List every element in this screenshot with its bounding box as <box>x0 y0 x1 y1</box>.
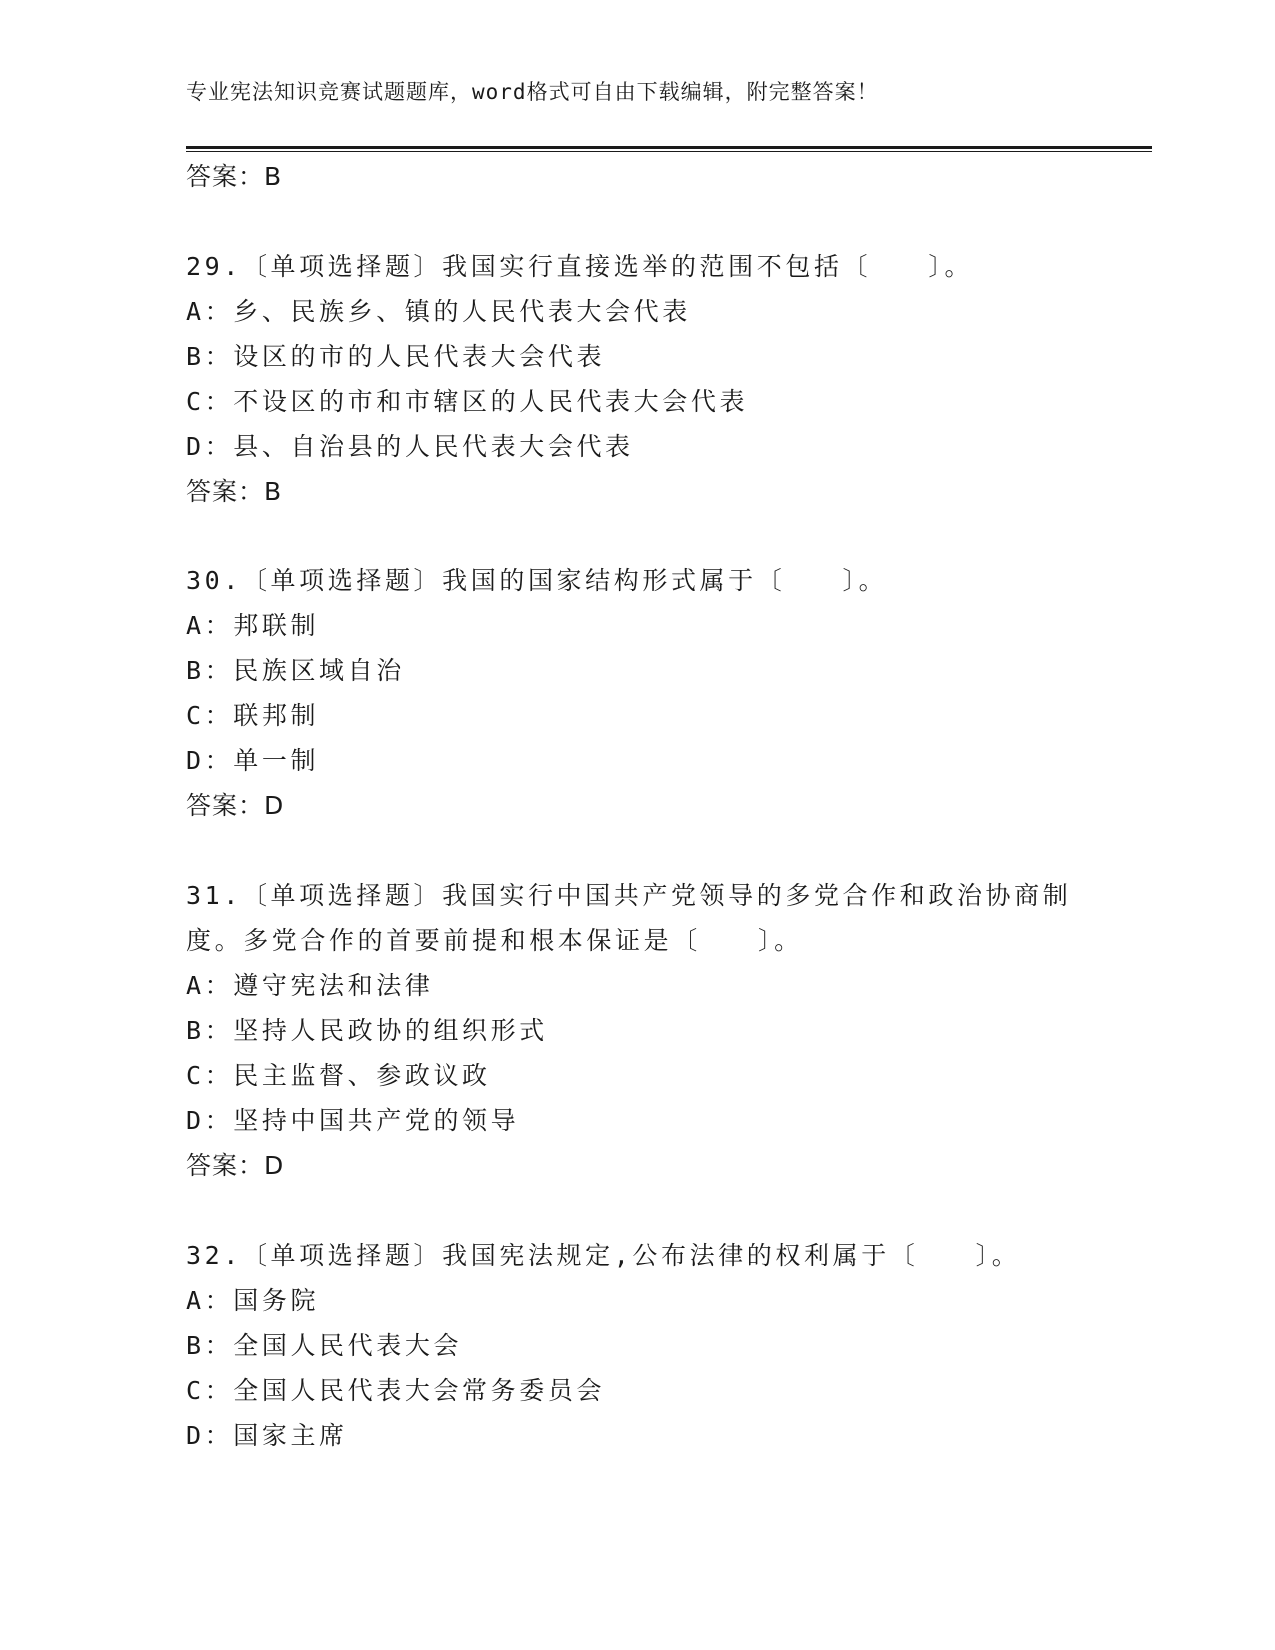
question-30-option-b: B：民族区域自治 <box>186 656 405 685</box>
question-32-option-d: D：国家主席 <box>186 1421 348 1450</box>
question-31-stem-line-2: 度。多党合作的首要前提和根本保证是〔 〕。 <box>186 926 803 955</box>
question-31-stem-line-1: 31.〔单项选择题〕我国实行中国共产党领导的多党合作和政治协商制 <box>186 881 1072 910</box>
question-30-option-c: C：联邦制 <box>186 701 320 730</box>
question-31-option-c: C：民主监督、参政议政 <box>186 1061 491 1090</box>
question-32-option-a: A：国务院 <box>186 1286 320 1315</box>
question-29-option-a: A：乡、民族乡、镇的人民代表大会代表 <box>186 297 691 326</box>
question-29-stem: 29.〔单项选择题〕我国实行直接选举的范围不包括〔 〕。 <box>186 252 974 281</box>
header-divider-thick <box>186 146 1152 149</box>
question-29-option-d: D：县、自治县的人民代表大会代表 <box>186 432 634 461</box>
question-32-option-c: C：全国人民代表大会常务委员会 <box>186 1376 606 1405</box>
question-29-option-c: C：不设区的市和市辖区的人民代表大会代表 <box>186 387 749 416</box>
page-header-text: 专业宪法知识竞赛试题题库，word格式可自由下载编辑，附完整答案！ <box>186 80 879 104</box>
answer-q28: 答案：B <box>186 162 283 191</box>
question-30-stem: 30.〔单项选择题〕我国的国家结构形式属于〔 〕。 <box>186 566 888 595</box>
question-31-option-b: B：坚持人民政协的组织形式 <box>186 1016 548 1045</box>
question-30-option-a: A：邦联制 <box>186 611 320 640</box>
question-32-option-b: B：全国人民代表大会 <box>186 1331 463 1360</box>
question-30-option-d: D：单一制 <box>186 746 320 775</box>
answer-q31: 答案：D <box>186 1151 285 1180</box>
answer-q30: 答案：D <box>186 791 285 820</box>
answer-q29: 答案：B <box>186 477 283 506</box>
question-31-option-a: A：遵守宪法和法律 <box>186 971 434 1000</box>
header-divider-thin <box>186 151 1152 152</box>
question-31-option-d: D：坚持中国共产党的领导 <box>186 1106 520 1135</box>
question-32-stem: 32.〔单项选择题〕我国宪法规定,公布法律的权利属于〔 〕。 <box>186 1241 1021 1270</box>
question-29-option-b: B：设区的市的人民代表大会代表 <box>186 342 606 371</box>
